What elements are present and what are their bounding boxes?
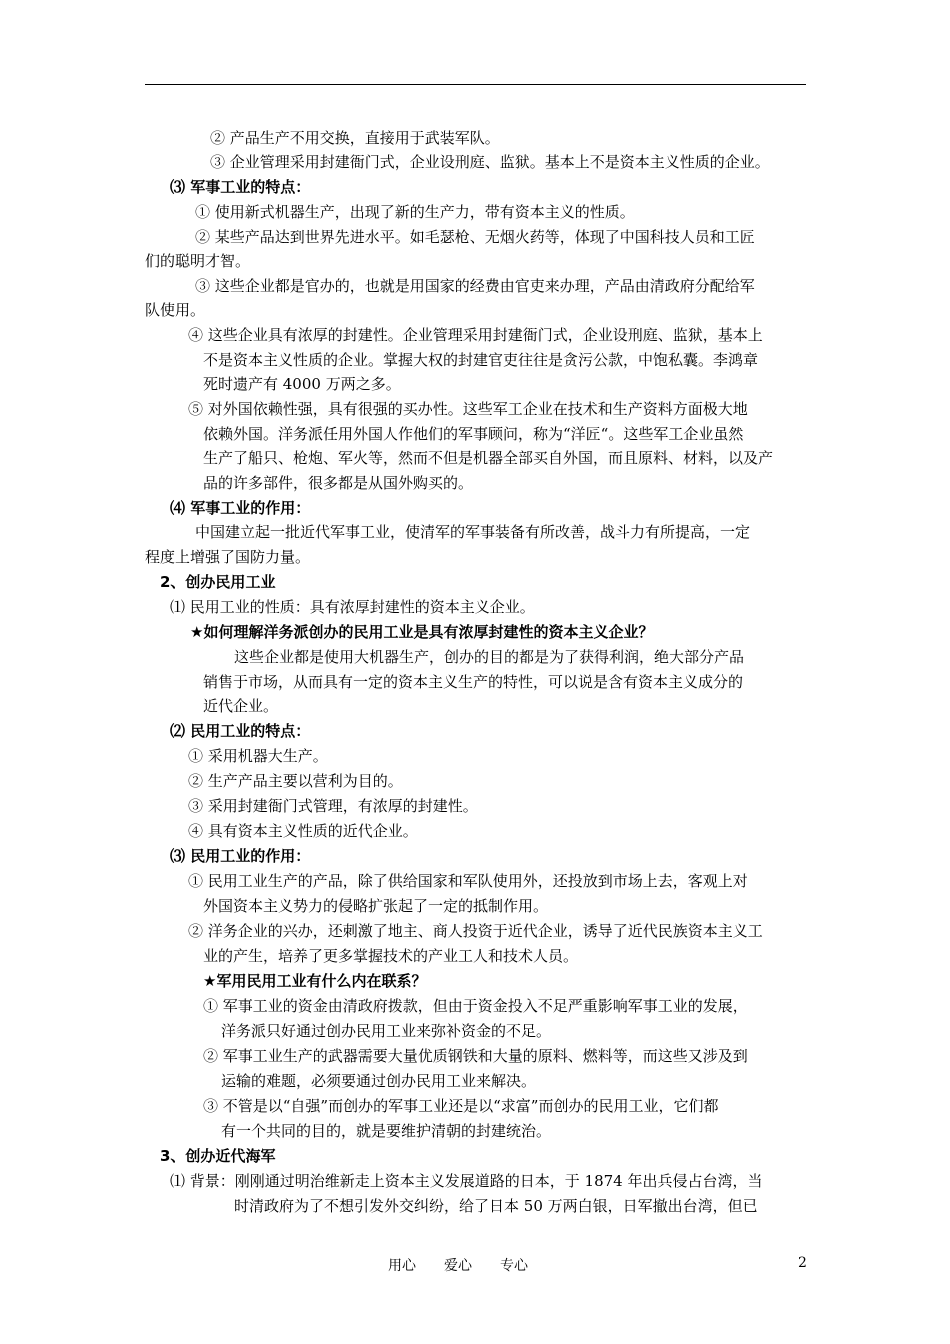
text-line: 程度上增强了国防力量。 [145,548,311,566]
text-line: 依赖外国。洋务派任用外国人作他们的军事顾问，称为“洋匠“。这些军工企业虽然 [203,425,744,443]
text-line: 销售于市场，从而具有一定的资本主义生产的特性，可以说是含有资本主义成分的 [203,673,744,691]
heading-line: ⑵ 民用工业的特点： [170,722,311,740]
text-line: 运输的难题，必须要通过创办民用工业来解决。 [221,1072,537,1090]
heading-line: ★如何理解洋务派创办的民用工业是具有浓厚封建性的资本主义企业？ [190,623,654,641]
text-line: ① 使用新式机器生产，出现了新的生产力，带有资本主义的性质。 [195,203,635,221]
text-line: 中国建立起一批近代军事工业，使清军的军事装备有所改善，战斗力有所提高，一定 [195,523,751,541]
text-line: ③ 采用封建衙门式管理，有浓厚的封建性。 [188,797,478,815]
text-line: ② 洋务企业的兴办，还刺激了地主、商人投资于近代企业，诱导了近代民族资本主义工 [188,922,763,940]
heading-line: 2、创办民用工业 [160,573,276,591]
text-line: ① 采用机器大生产。 [188,747,328,765]
footer-slogan: 用心 爱心 专心 [388,1258,528,1274]
text-line: ③ 企业管理采用封建衙门式，企业设刑庭、监狱。基本上不是资本主义性质的企业。 [210,153,770,171]
text-line: ⑴ 民用工业的性质：具有浓厚封建性的资本主义企业。 [170,598,535,616]
text-line: ② 军事工业生产的武器需要大量优质钢铁和大量的原料、燃料等，而这些又涉及到 [203,1047,748,1065]
text-line: ⑤ 对外国依赖性强，具有很强的买办性。这些军工企业在技术和生产资料方面极大地 [188,400,748,418]
text-line: 外国资本主义势力的侵略扩张起了一定的抵制作用。 [203,897,549,915]
text-line: ② 产品生产不用交换，直接用于武装军队。 [210,129,500,147]
text-line: ② 某些产品达到世界先进水平。如毛瑟枪、无烟火药等，体现了中国科技人员和工匠 [195,228,755,246]
text-line: ③ 不管是以“自强”而创办的军事工业还是以“求富”而创办的民用工业，它们都 [203,1097,719,1115]
text-line: 时清政府为了不想引发外交纠纷，给了日本 50 万两白银，日军撤出台湾，但已 [234,1197,758,1215]
heading-line: ⑷ 军事工业的作用： [170,499,311,517]
text-line: 洋务派只好通过创办民用工业来弥补资金的不足。 [221,1022,552,1040]
text-line: 这些企业都是使用大机器生产，创办的目的都是为了获得利润，绝大部分产品 [234,648,745,666]
text-line: ② 生产产品主要以营利为目的。 [188,772,403,790]
text-line: ⑴ 背景：刚刚通过明治维新走上资本主义发展道路的日本，于 1874 年出兵侵占台湾，当 [170,1172,763,1190]
heading-line: ⑶ 民用工业的作用： [170,847,311,865]
text-line: 有一个共同的目的，就是要维护清朝的封建统治。 [221,1122,552,1140]
text-line: 队使用。 [145,301,206,319]
text-line: ① 军事工业的资金由清政府拨款，但由于资金投入不足严重影响军事工业的发展， [203,997,748,1015]
heading-line: 3、创办近代海军 [160,1147,276,1165]
text-line: ① 民用工业生产的产品，除了供给国家和军队使用外，还投放到市场上去，客观上对 [188,872,748,890]
header-rule [145,84,806,85]
page-number: 2 [798,1255,807,1271]
text-line: 近代企业。 [203,697,279,715]
text-line: ④ 这些企业具有浓厚的封建性。企业管理采用封建衙门式，企业设刑庭、监狱，基本上 [188,326,763,344]
text-line: 业的产生，培养了更多掌握技术的产业工人和技术人员。 [203,947,579,965]
text-line: ③ 这些企业都是官办的，也就是用国家的经费由官吏来办理，产品由清政府分配给军 [195,277,755,295]
heading-line: ⑶ 军事工业的特点： [170,178,311,196]
text-line: 们的聪明才智。 [145,252,251,270]
text-line: ④ 具有资本主义性质的近代企业。 [188,822,418,840]
text-line: 品的许多部件，很多都是从国外购买的。 [203,474,474,492]
text-line: 不是资本主义性质的企业。掌握大权的封建官吏往往是贪污公款，中饱私囊。李鸿章 [203,351,759,369]
text-line: 生产了船只、枪炮、军火等，然而不但是机器全部买自外国，而且原料、材料，以及产 [203,449,774,467]
heading-line: ★军用民用工业有什么内在联系？ [203,972,427,990]
text-line: 死时遗产有 4000 万两之多。 [203,375,401,393]
